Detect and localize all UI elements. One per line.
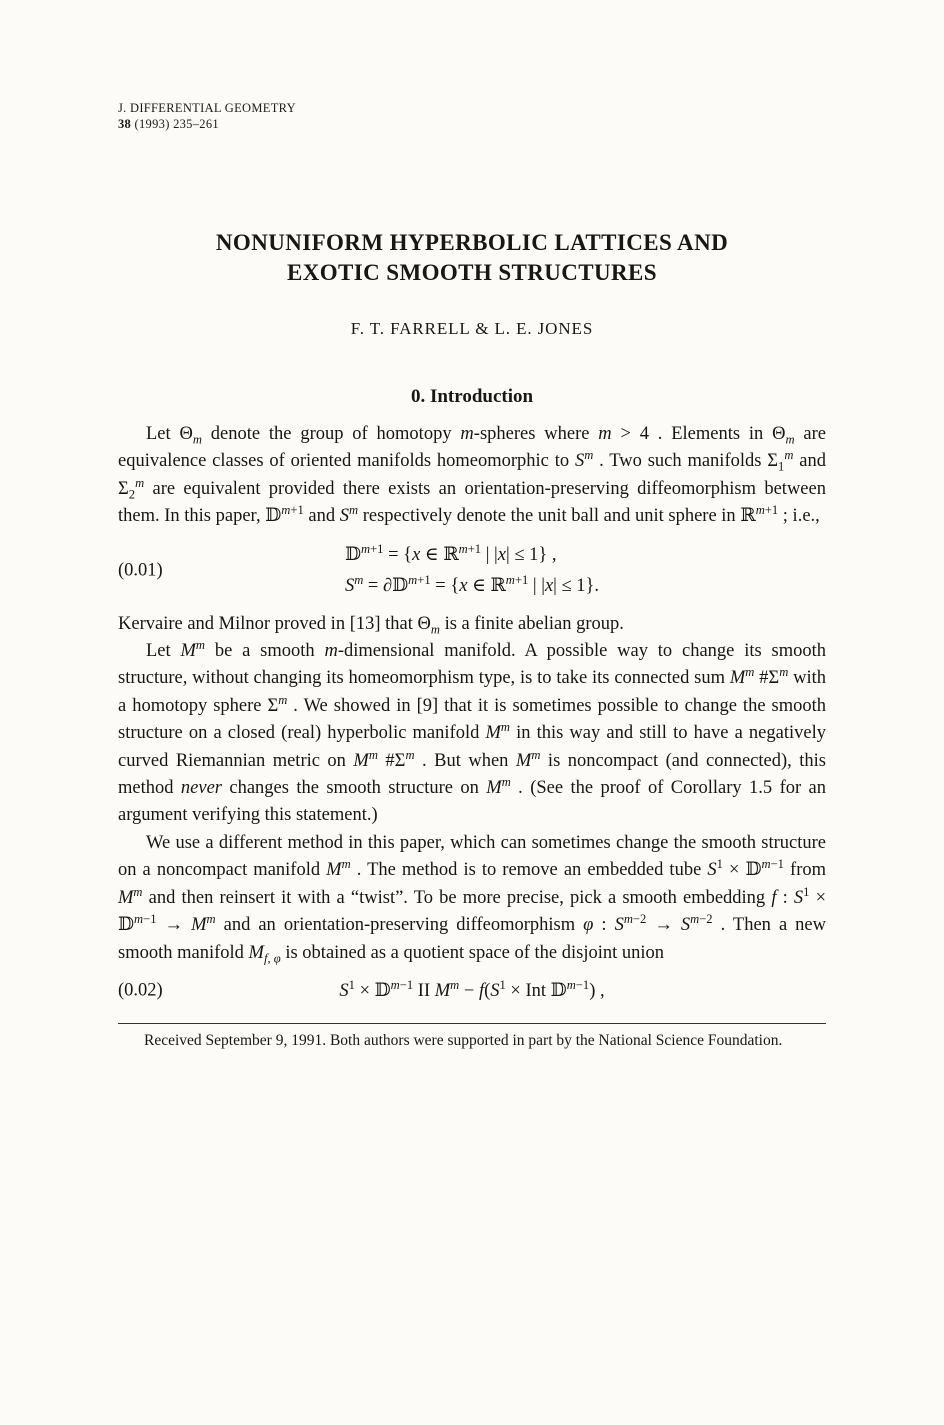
paragraph-intro-3: We use a different method in this paper, which can sometimes change the smooth structure on a noncompact manifold $M^m$ . The method is to remove an embedded tube $S^1$ × 𝔻$^{m-1}$ from $M^m$ and then reinsert it with a “twist”. To be more precise, pick a smooth embedding f : $S^1$ × 𝔻$^{m-1}$ → $M^m$ and an orientation-preserving diffeomorphism φ : $S^{m-2} \to S^{m-2}$ . Then a new smooth manifold $M_{f, \varphi}$ is obtained as a quotient space of the disjoint union — [118, 832, 827, 966]
equation-0-01-tag: (0.01) — [118, 560, 163, 581]
journal-header — [118, 0, 826, 132]
paper-title-line1: NONUNIFORM HYPERBOLIC LATTICES AND — [215, 230, 729, 255]
paragraph-intro-2: Let $M^m$ be a smooth m-dimensional manifold. A possible way to change its smooth structure, without changing its homeomorphism type, is to take its connected sum $M^m$ $\#\Sigma^m$ with a homotopy sphere $\Sigma^m$ . We showed in [9] that it is sometimes possible to change the smooth structure on a closed (real) hyperbolic manifold $M^m$ in this way and still to have a negatively curved Riemannian metric on $M^m$ $\#\Sigma^m$ . But when $M^m$ is noncompact (and connected), this method never changes the smooth structure on $M^m$ . (See the proof of Corollary 1.5 for an argument verifying this statement.) — [118, 637, 826, 826]
equation-0-01 — [118, 540, 826, 602]
text-column — [118, 0, 826, 1051]
paper-authors: F. T. FARRELL & L. E. JONES — [350, 319, 594, 338]
paper-title — [118, 228, 826, 288]
equation-0-01-body — [345, 540, 599, 602]
journal-name: J. DIFFERENTIAL GEOMETRY — [118, 101, 296, 115]
equation-0-02-body — [339, 976, 604, 1007]
equation-0-02-tag: (0.02) — [118, 980, 163, 1001]
paper-title-line2: EXOTIC SMOOTH STRUCTURES — [286, 260, 657, 285]
paragraph-kervaire-milnor: Kervaire and Milnor proved in [13] that $\Theta_m$ is a finite abelian group. — [118, 613, 624, 637]
paragraph-intro-1: Let $\Theta_m$ denote the group of homotopy m-spheres where m > 4 . Elements in $\Theta_m$ are equivalence classes of oriented manifolds homeomorphic to $S^m$ . Two such manifolds $\Sigma_1^m$ and $\Sigma_2^m$ are equivalent provided there exists an orientation-preserving diffeomorphism between them. In this paper, 𝔻$^{m+1}$ and $S^m$ respectively denote the unit ball and unit sphere in ℝ$^{m+1}$ ; i.e., — [118, 424, 827, 527]
equation-0-01-line1: 𝔻$^{m+1}$ = {x ∈ ℝ$^{m+1}$ | |x| ≤ 1} , — [344, 541, 557, 565]
section-heading: 0. Introduction — [410, 386, 534, 407]
footnote — [118, 1023, 826, 1051]
equation-0-02 — [118, 976, 826, 1007]
equation-0-01-line2: $S^m$ = ∂𝔻$^{m+1}$ = {x ∈ ℝ$^{m+1}$ | |x| ≤ 1}. — [344, 572, 600, 596]
journal-citation: 38 (1993) 235–261 — [118, 117, 219, 131]
footnote-text: Received September 9, 1991. Both authors were supported in part by the National Science Foundation. — [144, 1031, 783, 1049]
equation-0-02-line1: $S^1$ × 𝔻$^{m-1}$ II $M^m - f(S^1$ × Int 𝔻$^{m-1}$) , — [339, 977, 605, 1001]
